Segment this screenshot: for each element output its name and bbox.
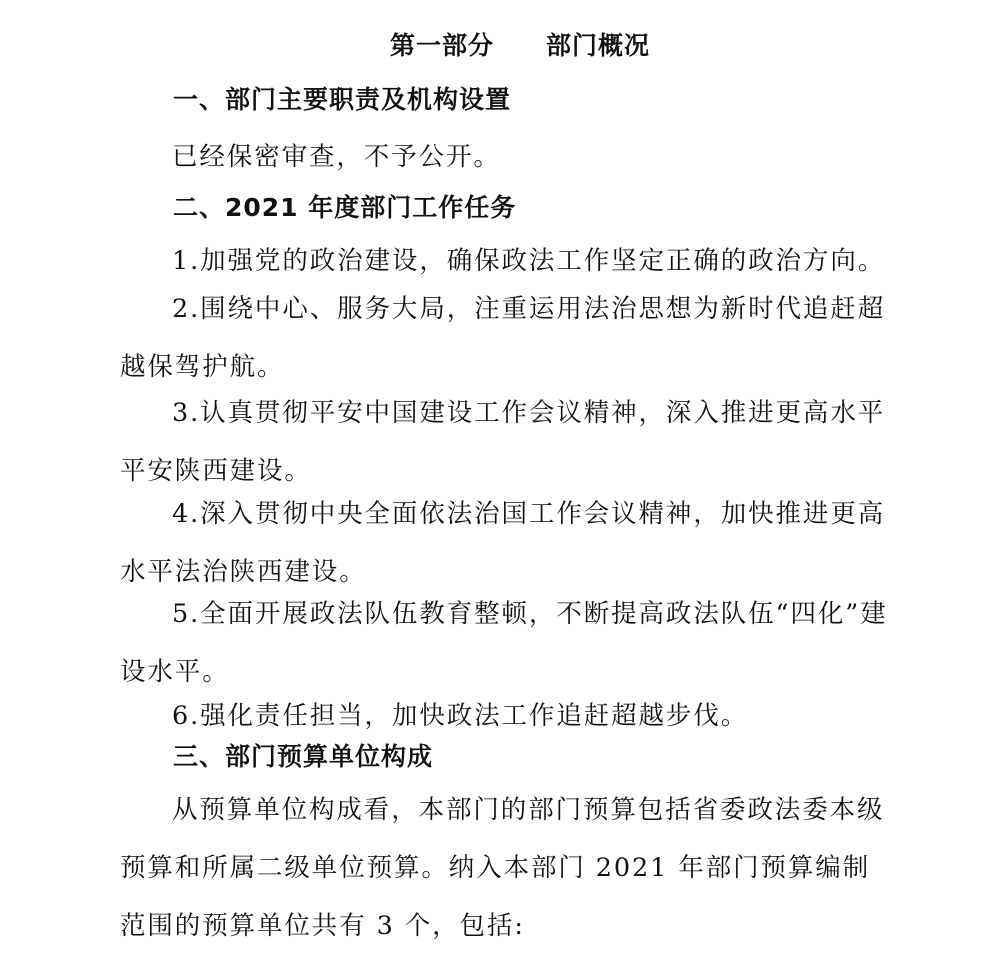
task-item-2: 2.围绕中心、服务大局，注重运用法治思想为新时代追赶超越保驾护航。 [120,294,886,382]
section-body-duties: 已经保密审查，不予公开。 [172,142,501,172]
section-body-units: 从预算单位构成看，本部门的部门预算包括省委政法委本级预算和所属二级单位预算。纳入本部门 2021 年部门预算编制范围的预算单位共有 3 个，包括: [120,795,885,941]
task-item-1: 1.加强党的政治建设，确保政法工作坚定正确的政治方向。 [172,246,886,276]
section-heading-duties: 一、部门主要职责及机构设置 [173,85,512,114]
section-heading-units: 三、部门预算单位构成 [173,742,434,771]
task-item-6: 6.强化责任担当，加快政法工作追赶超越步伐。 [172,701,749,731]
section-heading-tasks: 二、2021 年度部门工作任务 [173,193,517,222]
page-title: 第一部分 部门概况 [389,31,650,60]
task-item-3: 3.认真贯彻平安中国建设工作会议精神，深入推进更高水平平安陕西建设。 [120,398,886,486]
task-item-4: 4.深入贯彻中央全面依法治国工作会议精神，加快推进更高水平法治陕西建设。 [120,499,886,587]
task-item-5: 5.全面开展政法队伍教育整顿，不断提高政法队伍“四化”建设水平。 [120,599,888,687]
